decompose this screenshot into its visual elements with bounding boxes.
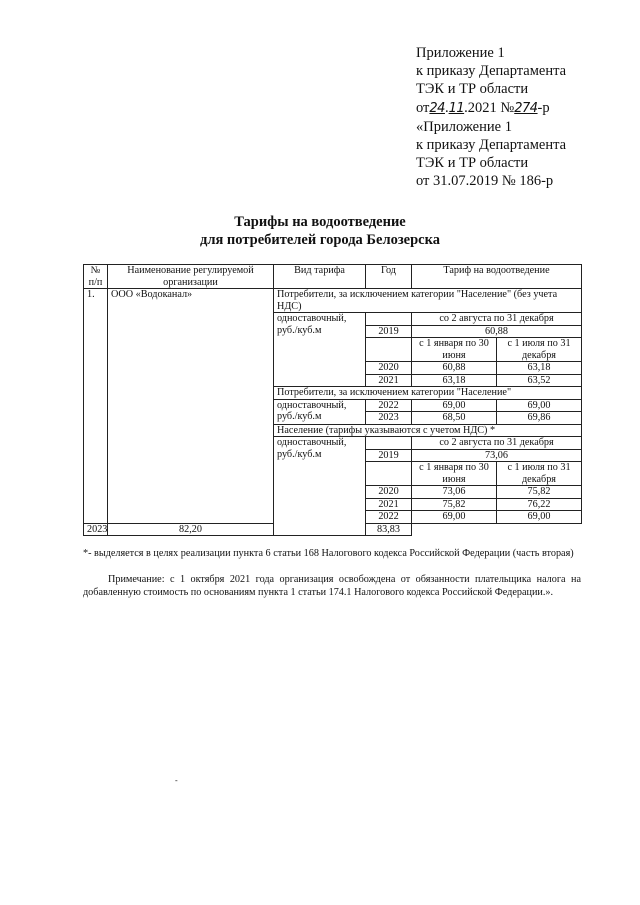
- appendix-block: [416, 44, 566, 191]
- group3-h2: 69,00: [497, 511, 582, 524]
- group3-h1: 69,00: [412, 511, 497, 524]
- group3-empty-year: [366, 462, 412, 486]
- table-header-row: [84, 265, 582, 289]
- organization-name: ООО «Водоканал»: [108, 289, 274, 524]
- group1-h1: 63,18: [412, 374, 497, 387]
- group3-half2-header: с 1 июля по 31 декабря: [497, 462, 582, 486]
- group1-year-2019: 2019: [366, 325, 412, 338]
- group3-h2: 76,22: [497, 498, 582, 511]
- group3-h1: 73,06: [412, 486, 497, 499]
- tariff-table: [83, 264, 582, 536]
- title-line-2: для потребителей города Белозерска: [199, 232, 440, 248]
- date-prefix: от: [416, 99, 430, 116]
- group2-year: 2022: [366, 399, 412, 412]
- stray-mark: -: [175, 776, 178, 785]
- group1-half2-header: с 1 июля по 31 декабря: [497, 338, 582, 362]
- group3-year: 2022: [366, 511, 412, 524]
- group1-kind: одноставочный, руб./куб.м: [274, 313, 366, 387]
- group1-period-header: со 2 августа по 31 декабря: [412, 313, 582, 326]
- group1-empty-year: [366, 313, 412, 326]
- appendix-line: «Приложение 1: [416, 118, 512, 135]
- appendix-line: ТЭК и ТР области: [416, 155, 529, 172]
- group1-half1-header: с 1 января по 30 июня: [412, 338, 497, 362]
- group3-h2: 75,82: [497, 486, 582, 499]
- group2-h1: 68,50: [412, 412, 497, 425]
- group3-year-2019: 2019: [366, 449, 412, 462]
- group2-h2: 69,86: [497, 412, 582, 425]
- group1-year: 2021: [366, 374, 412, 387]
- group2-title: Потребители, за исключением категории "Население": [274, 387, 582, 400]
- group3-h2: 83,83: [366, 523, 412, 536]
- number-suffix: -р: [537, 99, 550, 116]
- group1-h2: 63,52: [497, 374, 582, 387]
- handwritten-number: 274: [514, 100, 538, 116]
- appendix-line: от 31.07.2019 № 186-р: [416, 173, 554, 190]
- group3-kind: одноставочный, руб./куб.м: [274, 437, 366, 536]
- group3-value-2019: 73,06: [412, 449, 582, 462]
- date-year: .2021 №: [464, 99, 515, 116]
- header-org: Наименование регулируемой организации: [108, 265, 274, 289]
- group3-year: 2023: [84, 523, 108, 536]
- date-sep: .: [444, 99, 449, 116]
- group2-h1: 69,00: [412, 399, 497, 412]
- header-tariff: Тариф на водоотведение: [412, 265, 582, 289]
- group1-title: Потребители, за исключением категории "Население" (без учета НДС): [274, 289, 582, 313]
- appendix-order-date: [416, 99, 566, 118]
- appendix-line: к приказу Департамента: [416, 63, 567, 80]
- note-paragraph: Примечание: с 1 октября 2021 года организация освобождена от обязанности плательщика налога на добавленную стоимость по основаниям пункта 1 статьи 174.1 Налогового кодекса Российской Федерации.».: [83, 574, 581, 598]
- group1-value-2019: 60,88: [412, 325, 582, 338]
- title-line-1: Тарифы на водоотведение: [234, 214, 406, 230]
- row-number: 1.: [84, 289, 108, 524]
- group2-kind: одноставочный, руб./куб.м: [274, 399, 366, 424]
- appendix-line: ТЭК и ТР области: [416, 81, 529, 98]
- group3-period-header: со 2 августа по 31 декабря: [412, 437, 582, 450]
- header-kind: Вид тарифа: [274, 265, 366, 289]
- group3-year: 2021: [366, 498, 412, 511]
- group3-half1-header: с 1 января по 30 июня: [412, 462, 497, 486]
- group3-empty-year: [366, 437, 412, 450]
- group1-year: 2020: [366, 362, 412, 375]
- handwritten-day: 24: [429, 100, 445, 116]
- group3-year: 2020: [366, 486, 412, 499]
- appendix-line: к приказу Департамента: [416, 137, 567, 154]
- header-num: № п/п: [84, 265, 108, 289]
- group3-h1: 75,82: [412, 498, 497, 511]
- group2-year: 2023: [366, 412, 412, 425]
- appendix-line: Приложение 1: [416, 45, 505, 61]
- group2-h2: 69,00: [497, 399, 582, 412]
- group3-h1: 82,20: [108, 523, 274, 536]
- table-row: [84, 289, 582, 313]
- group1-empty-year: [366, 338, 412, 362]
- group3-title: Население (тарифы указываются с учетом НДС) *: [274, 424, 582, 437]
- group1-h1: 60,88: [412, 362, 497, 375]
- document-title: [0, 213, 640, 249]
- header-year: Год: [366, 265, 412, 289]
- handwritten-month: 11: [448, 100, 465, 116]
- group1-h2: 63,18: [497, 362, 582, 375]
- footnote: *- выделяется в целях реализации пункта 6 статьи 168 Налогового кодекса Российской Федерации (часть вторая): [83, 548, 574, 559]
